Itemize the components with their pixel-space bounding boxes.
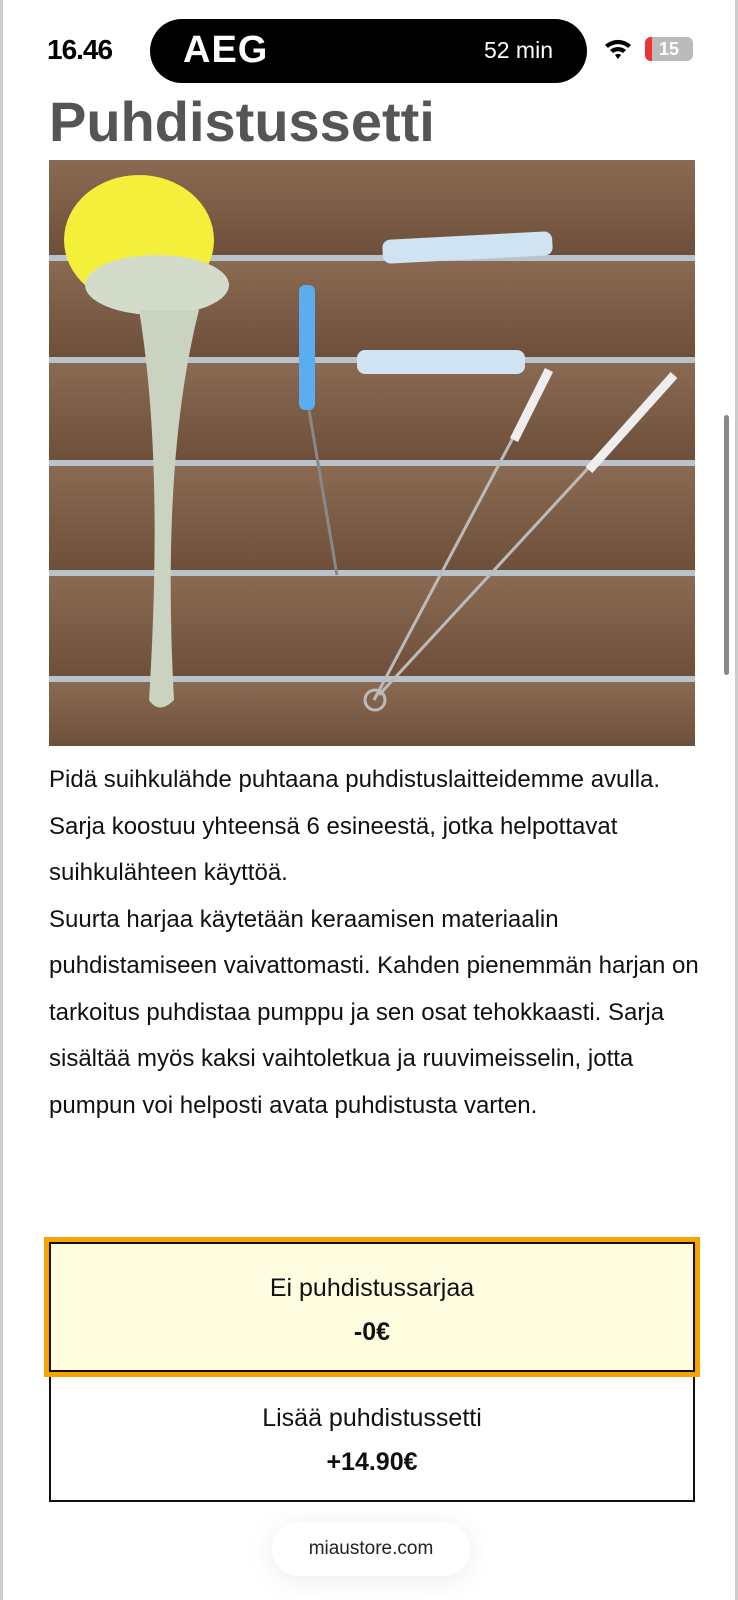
- option-label: Lisää puhdistussetti: [262, 1404, 482, 1432]
- product-description: [49, 757, 699, 1129]
- activity-time: 52 min: [483, 37, 553, 63]
- option-price: +14.90€: [326, 1448, 418, 1476]
- wifi-icon: [603, 36, 633, 60]
- description-paragraph: Suurta harjaa käytetään keraamisen materiaalin puhdistamiseen vaivattomasti. Kahden pienemmän harjan on tarkoitus puhdistaa pumppu ja sen osat tehokkaasti. Sarja sisältää myös kaksi vaihtoletkua ja ruuvimeisselin, jotta pumpun voi helposti avata puhdistusta varten.: [49, 905, 699, 1119]
- description-paragraph: Pidä suihkulähde puhtaana puhdistuslaitteidemme avulla. Sarja koostuu yhteensä 6 esineestä, jotka helpottavat suihkulähteen käyttöä.: [49, 766, 661, 886]
- battery-level: 15: [658, 39, 680, 59]
- page-title: Puhdistussetti: [49, 90, 435, 153]
- cleaning-kit-options: [49, 1242, 695, 1502]
- option-add-cleaning-kit[interactable]: [49, 1372, 695, 1502]
- option-no-cleaning-kit[interactable]: [49, 1242, 695, 1372]
- product-image: [49, 160, 695, 746]
- scrollbar[interactable]: [724, 415, 729, 675]
- dynamic-island-activity[interactable]: [150, 19, 587, 83]
- status-time: 16.46: [47, 34, 113, 65]
- option-label: Ei puhdistussarjaa: [269, 1274, 475, 1302]
- cleaning-kit-illustration: [49, 160, 695, 746]
- address-bar[interactable]: miaustore.com: [272, 1522, 470, 1576]
- status-bar: [3, 0, 735, 86]
- activity-brand: AEG: [183, 29, 269, 71]
- option-price: -0€: [353, 1318, 391, 1346]
- battery-icon: [645, 37, 693, 61]
